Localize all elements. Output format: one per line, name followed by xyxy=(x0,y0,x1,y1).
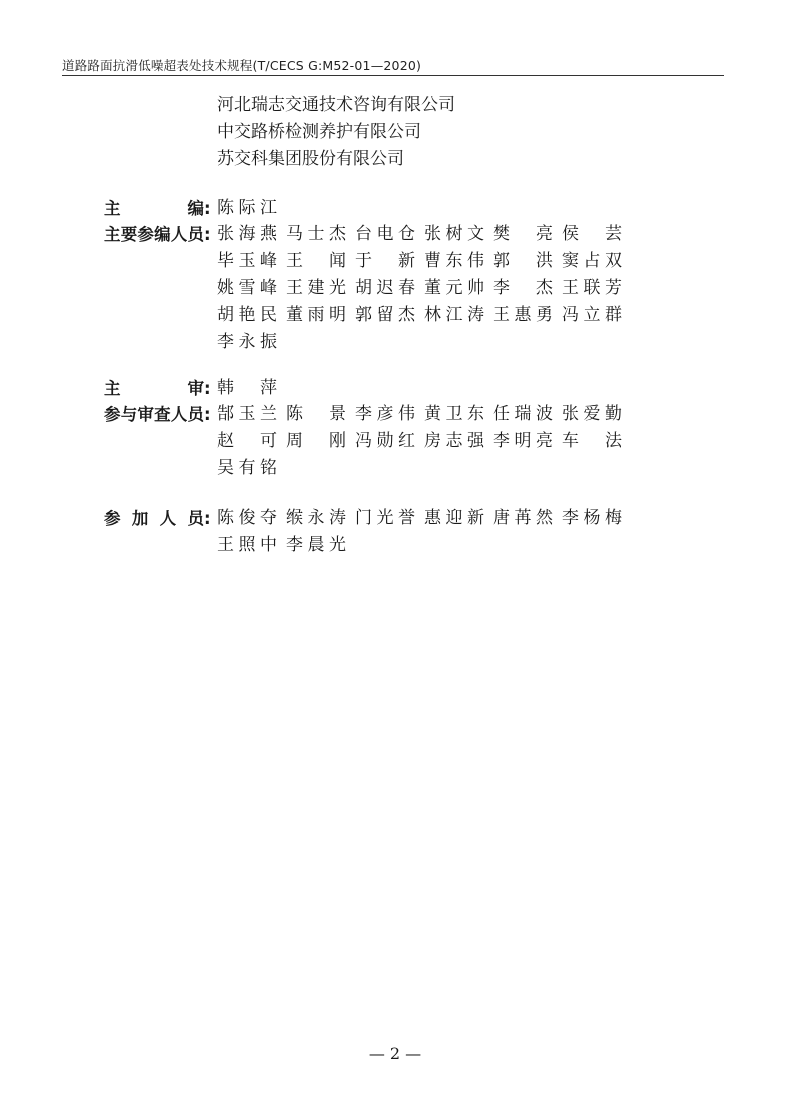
person-name: 任 瑞 波 xyxy=(493,404,553,424)
person-name: 唐 苒 然 xyxy=(493,508,553,528)
person-name: 黄 卫 东 xyxy=(424,404,484,424)
person-name: 冯 立 群 xyxy=(562,305,622,325)
person-name: 台 电 仓 xyxy=(355,224,415,244)
role-colon: : xyxy=(204,379,211,398)
person-name: 王 联 芳 xyxy=(562,278,622,298)
person-name: 陈 俊 夺 xyxy=(217,508,277,528)
person-name: 董 雨 明 xyxy=(286,305,346,325)
person-name: 郭 洪 xyxy=(493,251,553,271)
person-name: 毕 玉 峰 xyxy=(217,251,277,271)
person-name: 胡 迟 春 xyxy=(355,278,415,298)
person-name: 门 光 誉 xyxy=(355,508,415,528)
organization-2: 中交路桥检测养护有限公司 xyxy=(217,122,421,142)
role-label: 主 要 参 编 人 员 xyxy=(104,225,204,244)
person-name: 陈 景 xyxy=(286,404,346,424)
organization-1: 河北瑞志交通技术咨询有限公司 xyxy=(217,95,455,115)
person-name: 李 杨 梅 xyxy=(562,508,622,528)
person-name: 窦 占 双 xyxy=(562,251,622,271)
page-number: — 2 — xyxy=(368,1044,422,1063)
person-name: 郭 留 杰 xyxy=(355,305,415,325)
person-name: 房 志 强 xyxy=(424,431,484,451)
person-name: 张 树 文 xyxy=(424,224,484,244)
person-name: 张 爱 勤 xyxy=(562,404,622,424)
person-name: 冯 勋 红 xyxy=(355,431,415,451)
role-label: 参 加 人 员 xyxy=(104,509,204,528)
role-label: 参 与 审 查 人 员 xyxy=(104,405,204,424)
person-name: 惠 迎 新 xyxy=(424,508,484,528)
person-name: 李 杰 xyxy=(493,278,553,298)
role-colon: : xyxy=(204,225,211,244)
person-name: 车 法 xyxy=(562,431,622,451)
organization-list xyxy=(217,92,455,173)
role-colon: : xyxy=(204,509,211,528)
person-name: 于 新 xyxy=(355,251,415,271)
person-name: 周 刚 xyxy=(286,431,346,451)
header-rule xyxy=(62,75,724,76)
person-name: 胡 艳 民 xyxy=(217,305,277,325)
role-label: 主 编 xyxy=(104,199,204,218)
role-label: 主 审 xyxy=(104,379,204,398)
person-name: 李 明 亮 xyxy=(493,431,553,451)
person-name: 吴 有 铭 xyxy=(217,458,277,478)
person-name: 李 永 振 xyxy=(217,332,277,352)
person-name: 王 惠 勇 xyxy=(493,305,553,325)
running-header: 道路路面抗滑低噪超表处技术规程(T/CECS G:M52-01—2020) xyxy=(62,58,422,73)
role-colon: : xyxy=(204,405,211,424)
person-name: 郜 玉 兰 xyxy=(217,404,277,424)
person-name: 赵 可 xyxy=(217,431,277,451)
person-name: 陈 际 江 xyxy=(217,198,277,218)
person-name: 侯 芸 xyxy=(562,224,622,244)
person-name: 韩 萍 xyxy=(217,378,277,398)
person-name: 曹 东 伟 xyxy=(424,251,484,271)
person-name: 王 闻 xyxy=(286,251,346,271)
person-name: 姚 雪 峰 xyxy=(217,278,277,298)
person-name: 董 元 帅 xyxy=(424,278,484,298)
person-name: 马 士 杰 xyxy=(286,224,346,244)
person-name: 缑 永 涛 xyxy=(286,508,346,528)
person-name: 李 晨 光 xyxy=(286,535,346,555)
role-colon: : xyxy=(204,199,211,218)
person-name: 王 照 中 xyxy=(217,535,277,555)
person-name: 李 彦 伟 xyxy=(355,404,415,424)
organization-3: 苏交科集团股份有限公司 xyxy=(217,149,404,169)
person-name: 王 建 光 xyxy=(286,278,346,298)
person-name: 樊 亮 xyxy=(493,224,553,244)
person-name: 张 海 燕 xyxy=(217,224,277,244)
person-name: 林 江 涛 xyxy=(424,305,484,325)
